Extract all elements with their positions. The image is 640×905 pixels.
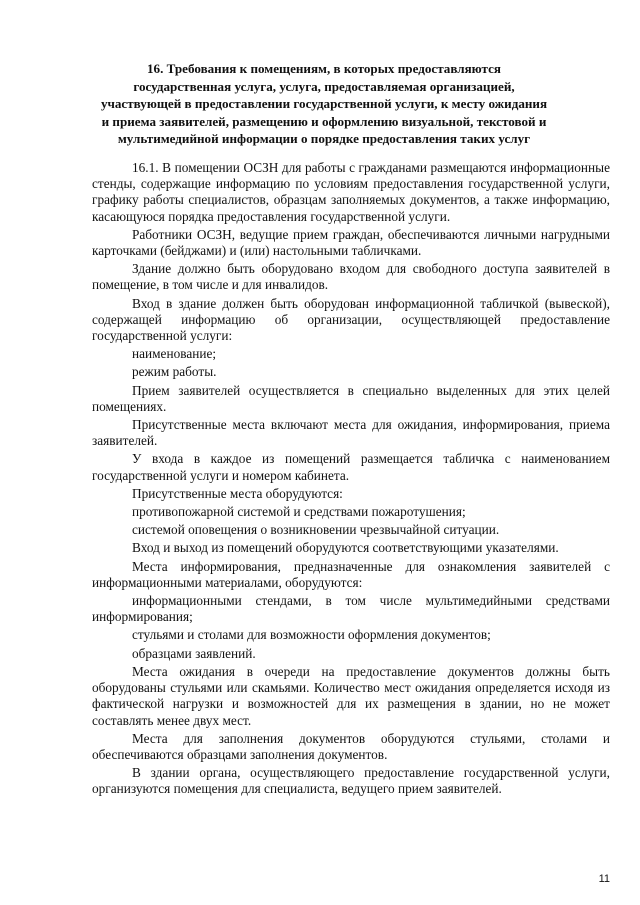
heading-line: государственная услуга, услуга, предоставляемая организацией, [133, 78, 515, 94]
section-body [92, 160, 610, 800]
paragraph: У входа в каждое из помещений размещается табличка с наименованием государственной услуги и номером кабинета. [92, 451, 610, 483]
paragraph: Места ожидания в очереди на предоставление документов должны быть оборудованы стульями или скамьями. Количество мест ожидания определяется исходя из фактической нагрузки и возможностей для их размещения в здании, но не может составлять менее двух мест. [92, 663, 610, 728]
paragraph: 16.1. В помещении ОСЗН для работы с гражданами размещаются информационные стенды, содержащие информацию по условиям предоставления государственной услуги, графику работы специалистов, образцам заполняемых документов, а также информацию, касающуюся порядка предоставления государственной услуги. [92, 160, 610, 224]
paragraph: Места информирования, предназначенные для ознакомления заявителей с информационными материалами, оборудуются: [92, 558, 610, 590]
list-item: стульями и столами для возможности оформления документов; [132, 627, 491, 643]
paragraph: Вход в здание должен быть оборудован информационной табличкой (вывеской), содержащей информацию об организации, осуществляющей предоставление государственной услуги: [92, 295, 610, 344]
paragraph: Здание должно быть оборудовано входом для свободного доступа заявителей в помещение, в том числе и для инвалидов. [92, 261, 610, 293]
list-item: режим работы. [132, 364, 217, 380]
list-item: системой оповещения о возникновении чрезвычайной ситуации. [132, 522, 500, 538]
paragraph: Вход и выход из помещений оборудуются соответствующими указателями. [132, 540, 559, 556]
heading-line: мультимедийной информации о порядке предоставления таких услуг [117, 131, 531, 147]
paragraph: Работники ОСЗН, ведущие прием граждан, обеспечиваются личными нагрудными карточками (бейджами) и (или) настольными табличками. [92, 226, 610, 259]
list-item: наименование; [132, 346, 217, 362]
paragraph: Присутственные места включают места для ожидания, информирования, приема заявителей. [92, 417, 610, 449]
paragraph: В здании органа, осуществляющего предоставление государственной услуги, организуются помещения для специалиста, ведущего прием заявителей. [92, 765, 610, 797]
heading-line: и приема заявителей, размещению и оформлению визуальной, текстовой и [101, 113, 547, 129]
heading-line: участвующей в предоставлении государственной услуги, к месту ожидания [100, 96, 548, 112]
list-item: противопожарной системой и средствами пожаротушения; [132, 504, 466, 520]
page-number: 11 [598, 873, 610, 885]
section-heading [88, 60, 560, 148]
paragraph: Присутственные места оборудуются: [132, 485, 343, 501]
heading-line: 16. Требования к помещениям, в которых предоставляются [147, 61, 501, 76]
list-item: образцами заявлений. [132, 645, 256, 661]
list-item: информационными стендами, в том числе мультимедийными средствами информирования; [92, 593, 610, 625]
paragraph: Прием заявителей осуществляется в специально выделенных для этих целей помещениях. [92, 382, 610, 414]
paragraph: Места для заполнения документов оборудуются стульями, столами и обеспечиваются образцами заполнения документов. [92, 730, 610, 762]
